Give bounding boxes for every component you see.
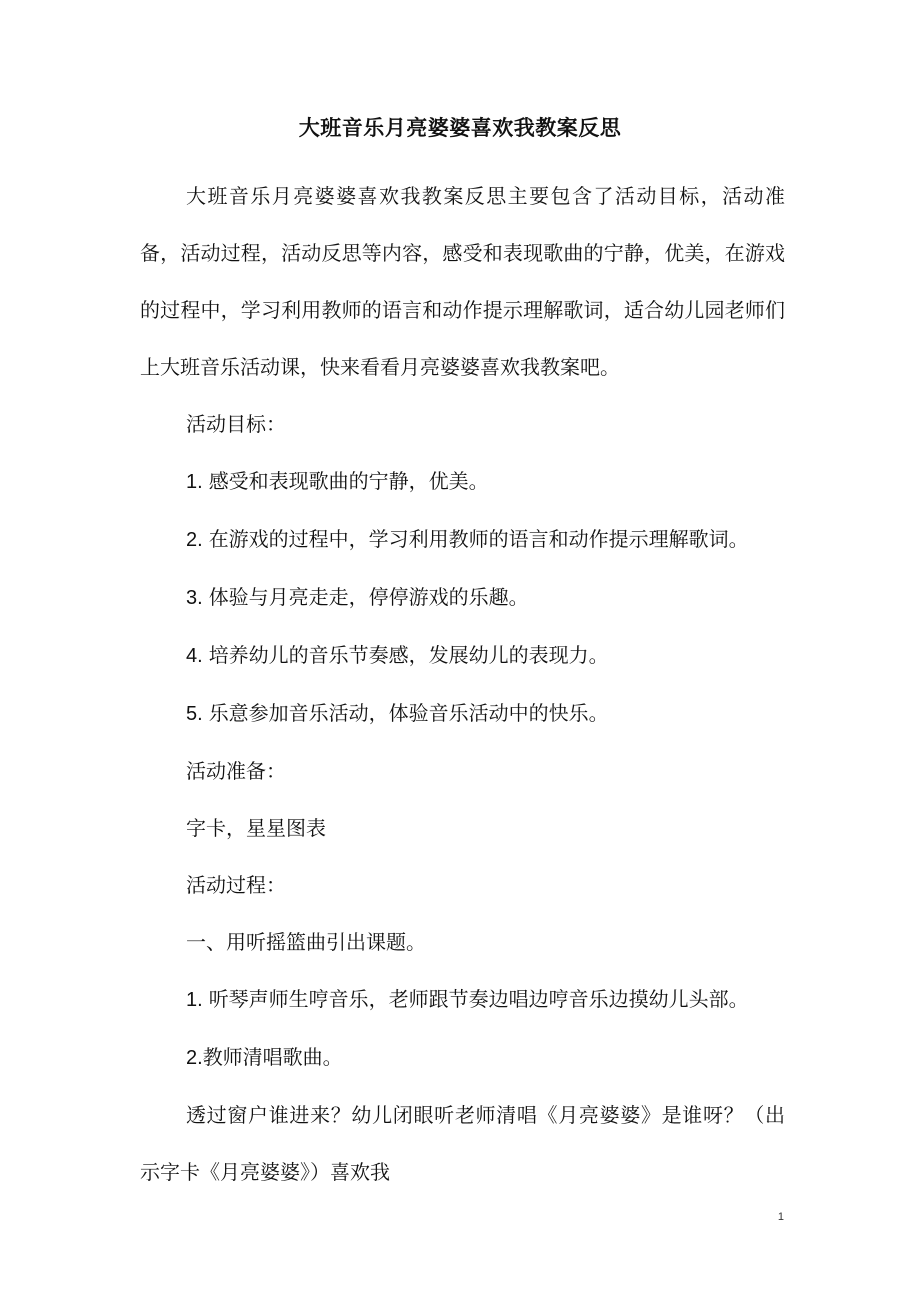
goal-number: 2. [186,529,203,551]
goal-number: 3. [186,587,203,609]
step-text: 教师清唱歌曲。 [202,1045,343,1069]
prep-text: 字卡，星星图表 [186,816,326,840]
goal-number: 1. [186,471,203,493]
step-text: 听琴声师生哼音乐，老师跟节奏边唱边哼音乐边摸幼儿头部。 [208,987,749,1011]
goal-text: 乐意参加音乐活动，体验音乐活动中的快乐。 [208,701,609,725]
goal-item [140,627,785,685]
step-number: 2. [186,1047,203,1069]
document-title: 大班音乐月亮婆婆喜欢我教案反思 [298,115,622,140]
goal-item [140,511,785,569]
process-heading: 活动过程： [186,873,286,897]
goal-text: 感受和表现歌曲的宁静，优美。 [208,469,489,493]
goal-item [140,685,785,743]
document-body [140,168,785,1201]
goal-number: 5. [186,703,203,725]
step-item [140,1029,785,1087]
goal-number: 4. [186,645,203,667]
goal-item [140,453,785,511]
intro-paragraph: 大班音乐月亮婆婆喜欢我教案反思主要包含了活动目标，活动准备，活动过程，活动反思等内容，感受和表现歌曲的宁静，优美，在游戏的过程中，学习利用教师的语言和动作提示理解歌词，适合幼儿园老师们上大班音乐活动课，快来看看月亮婆婆喜欢我教案吧。 [140,184,785,379]
goal-text: 在游戏的过程中，学习利用教师的语言和动作提示理解歌词。 [208,527,749,551]
goal-text: 体验与月亮走走，停停游戏的乐趣。 [208,585,529,609]
goal-text: 培养幼儿的音乐节奏感，发展幼儿的表现力。 [208,643,609,667]
step-item [140,971,785,1029]
goal-item [140,569,785,627]
closing-paragraph: 透过窗户谁进来？幼儿闭眼听老师清唱《月亮婆婆》是谁呀？（出示字卡《月亮婆婆》）喜欢我 [140,1103,785,1184]
prep-heading: 活动准备： [186,759,286,783]
goals-heading: 活动目标： [186,412,286,436]
step-heading: 一、用听摇篮曲引出课题。 [186,930,426,954]
page-number: 1 [777,1211,784,1223]
step-number: 1. [186,989,203,1011]
